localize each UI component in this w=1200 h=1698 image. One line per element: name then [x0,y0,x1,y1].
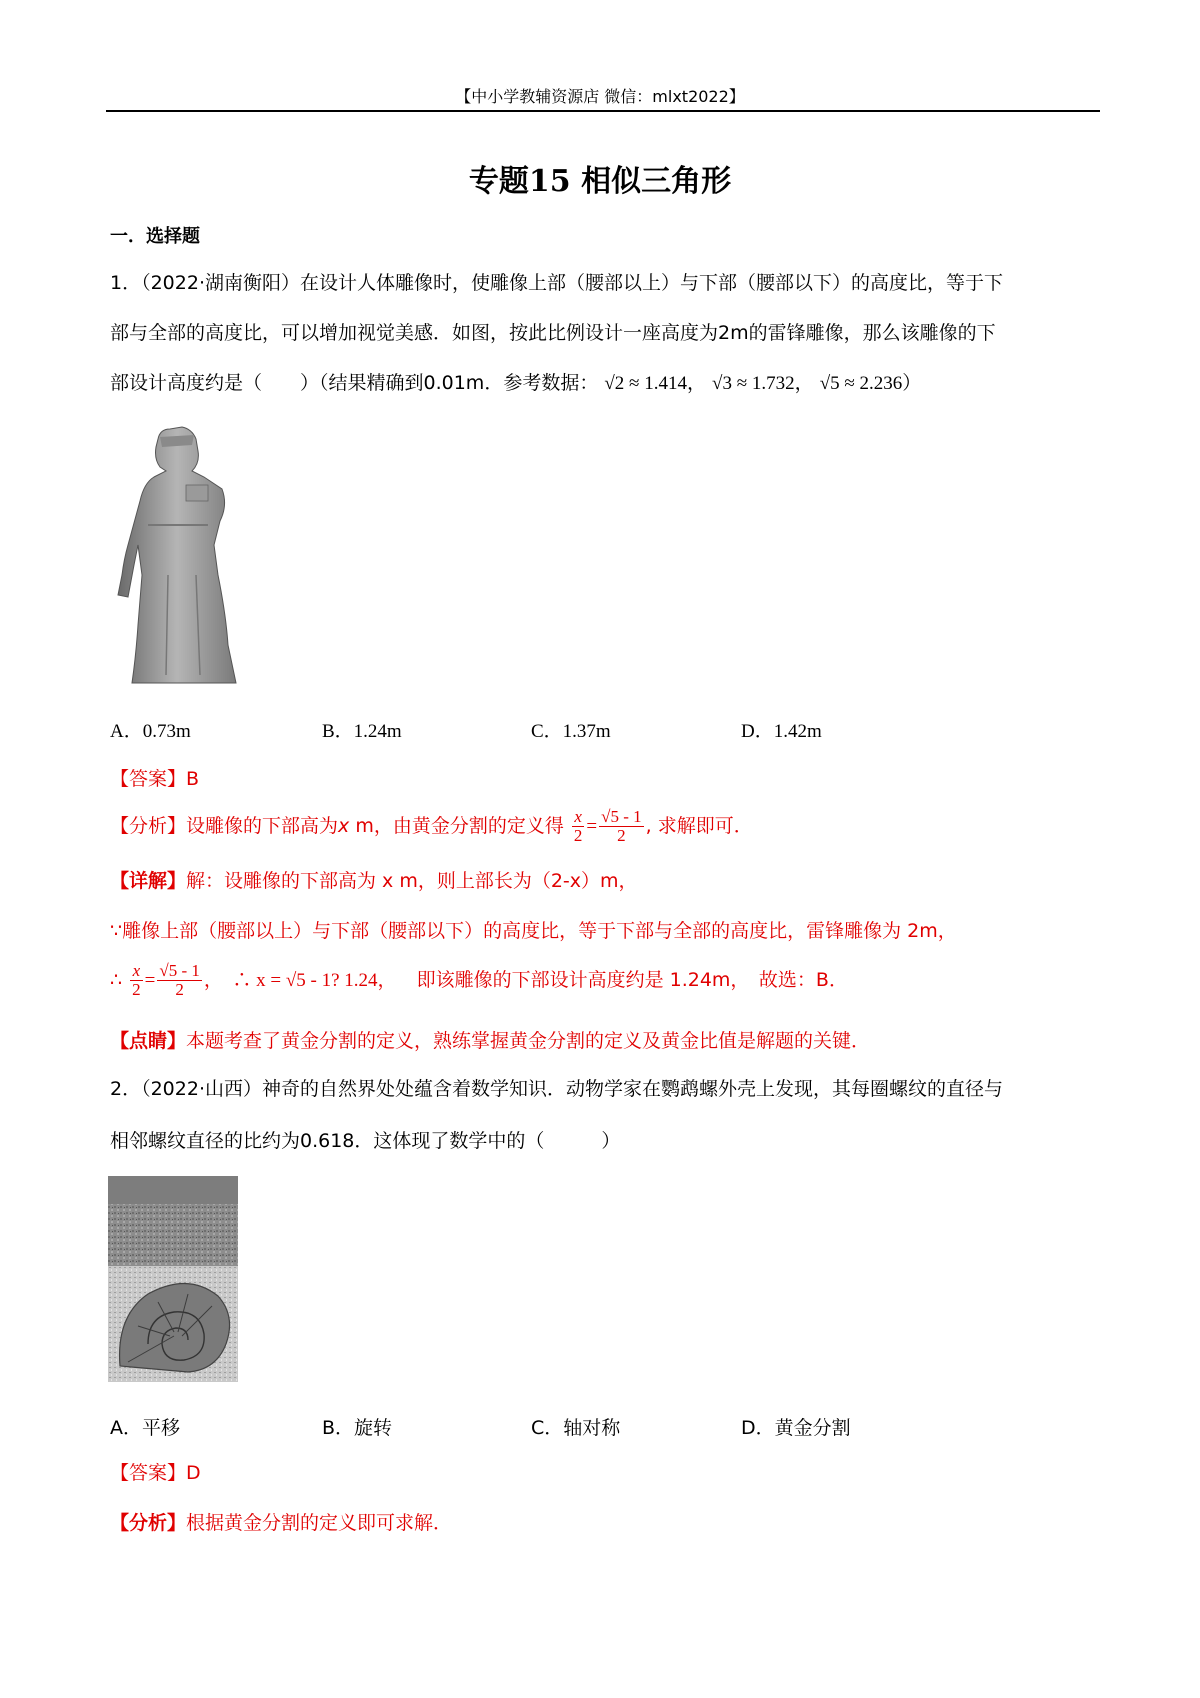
q2-analysis [110,1508,452,1535]
q2-answer: 【答案】D [110,1462,201,1484]
q2-option-b: B．旋转 [322,1417,393,1439]
q1-analysis [110,808,753,845]
frac-numerator: √5 - 1 [159,961,200,980]
header-rule [106,110,1100,112]
q1-ref-sqrt3: √3 ≈ 1.732， [712,373,814,394]
q1-because: ∵雕像上部（腰部以上）与下部（腰部以下）的高度比，等于下部与全部的高度比，雷锋雕像为 2m， [110,920,957,942]
q1-point [110,1026,870,1053]
frac-numerator: √5 - 1 [601,807,642,826]
q1-analysis-frac-right [599,808,644,845]
leifeng-statue-image [108,425,243,685]
q1-detail [110,866,638,893]
q1-therefore-equals: = [144,969,156,991]
section-heading: 一．选择题 [110,226,200,247]
frac-denominator: 2 [617,825,626,845]
q1-option-c: C．1.37m [531,721,611,742]
q1-text-line1: 1．（2022·湖南衡阳）在设计人体雕像时，使雕像上部（腰部以上）与下部（腰部以下）的高度比，等于下 [110,272,1003,294]
q1-answer: 【答案】B [110,768,200,790]
q1-detail-label: 【详解】 [110,870,187,892]
q2-option-c: C．轴对称 [531,1417,621,1439]
q1-option-d: D．1.42m [741,721,822,742]
q1-detail-text: 解：设雕像的下部高为 x m，则上部长为（2-x）m， [186,870,638,892]
q2-analysis-text: 根据黄金分割的定义即可求解． [186,1512,453,1534]
q1-analysis-frac-left [572,808,585,845]
nautilus-shell-image [108,1176,238,1382]
q1-text-line3 [110,368,921,395]
q1-analysis-text-a: 设雕像的下部高为 [186,814,339,837]
q1-point-text: 本题考查了黄金分割的定义，熟练掌握黄金分割的定义及黄金比值是解题的关键． [186,1030,871,1052]
q1-analysis-var: x [338,814,350,837]
q1-ref-sqrt2: √2 ≈ 1.414， [604,373,706,394]
q1-option-a: A．0.73m [110,721,191,742]
q2-analysis-label: 【分析】 [110,1512,187,1534]
q1-therefore-frac-right [157,962,202,999]
q1-text-line2: 部与全部的高度比，可以增加视觉美感．如图，按此比例设计一座高度为2m的雷锋雕像，那么该雕像的下 [110,322,996,344]
q1-therefore [110,962,848,999]
page-header: 【中小学教辅资源店 微信：mlxt2022】 [455,87,745,106]
frac-numerator: x [130,962,143,981]
q1-analysis-text-c: , 求解即可． [645,814,753,837]
q1-point-label: 【点睛】 [110,1030,187,1052]
q2-option-a: A．平移 [110,1417,180,1439]
therefore-symbol: ∴ [110,968,123,991]
q1-therefore-result: ， ∴ x = √5 - 1? 1.24， [203,969,397,991]
frac-numerator: x [572,808,585,827]
q1-option-b: B．1.24m [322,721,402,742]
q2-option-d: D．黄金分割 [741,1417,851,1439]
frac-denominator: 2 [573,825,583,845]
q1-therefore-conclusion: 即该雕像的下部设计高度约是 1.24m， 故选：B． [416,968,848,991]
q1-analysis-label: 【分析】 [110,814,187,837]
page-title: 专题15 相似三角形 [468,164,732,199]
q1-ref-sqrt5: √5 ≈ 2.236） [819,373,922,394]
q2-text-line2: 相邻螺纹直径的比约为0.618．这体现了数学中的（ ） [110,1130,621,1152]
q1-analysis-equals: = [586,815,598,837]
frac-denominator: 2 [175,979,184,999]
q2-text-line1: 2．（2022·山西）神奇的自然界处处蕴含着数学知识．动物学家在鹦鹉螺外壳上发现，其每圈螺纹的直径与 [110,1078,1003,1100]
q1-text-line3-main: 部设计高度约是（ ）（结果精确到0.01m．参考数据： [110,372,599,394]
frac-denominator: 2 [132,979,141,999]
q1-therefore-frac-left [130,962,143,999]
q1-analysis-text-b: m，由黄金分割的定义得 [349,814,564,837]
